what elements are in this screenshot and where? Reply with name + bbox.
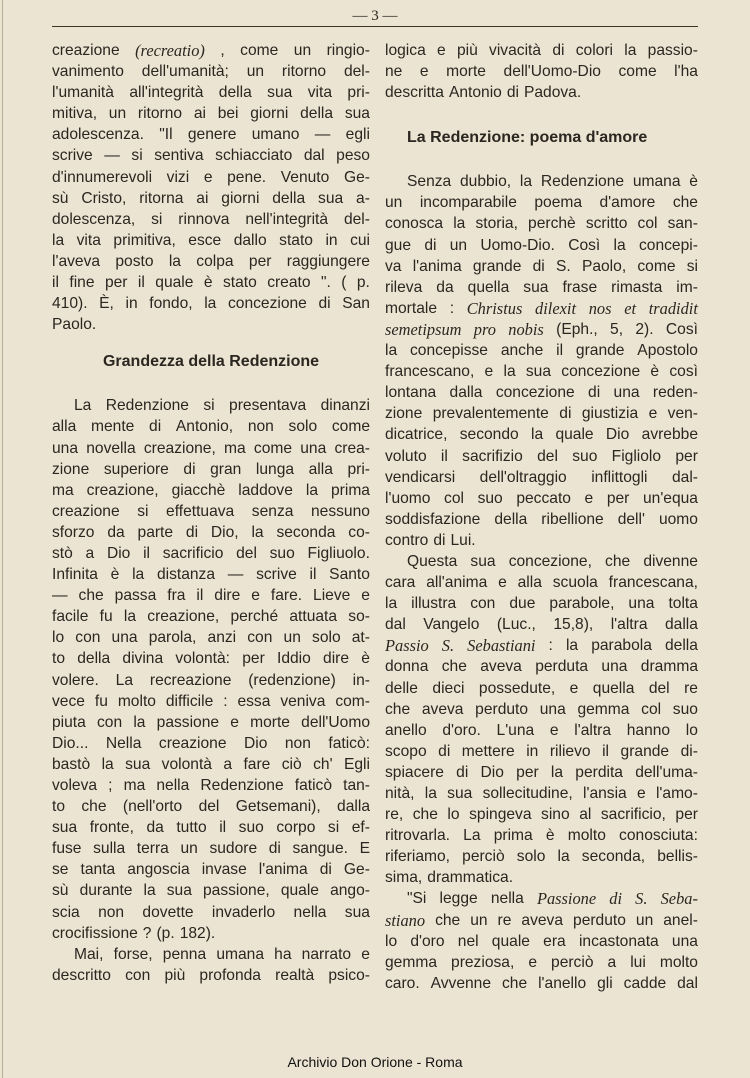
text-line: to della divina volontà: per Iddio dire è (52, 650, 370, 668)
text-line: "Si legge nella Passione di S. Seba- (407, 889, 698, 909)
text-line: il fine per il quale è stato creato ". ( p. (52, 274, 370, 292)
text-line: volere. La recreazione (redenzione) in- (52, 671, 370, 689)
text-line: nità, la sua sollecitudine, l'ansia e l'amo- (385, 785, 698, 802)
text-line: sforzo da parte di Dio, la seconda co- (52, 523, 370, 541)
text-line: anello d'oro. L'una e l'altra hanno lo (385, 721, 698, 739)
text-line: zione superiore di gran lunga alla pri- (52, 460, 370, 478)
text-line: stiano che un re aveva perduto un anel- (385, 910, 698, 930)
text-line: sù durante la sua passione, quale ango- (52, 882, 370, 900)
text-line: Mai, forse, penna umana ha narrato e (74, 945, 370, 963)
text-line: la illustra con due parabole, una tolta (385, 595, 698, 613)
left-paragraph-1 (52, 40, 370, 335)
text-line: sua fronte, da tutto il suo corpo si ef- (52, 819, 370, 837)
text-line: vece fu molto difficile : essa veniva com- (52, 692, 370, 710)
text-line: la vita primitiva, esce dallo stato in cui (52, 231, 370, 249)
text-line: lo d'oro nel quale era incastonata una (385, 932, 698, 950)
text-line: se tanta angoscia invase l'anima di Ge- (52, 861, 370, 879)
right-paragraph-3 (385, 551, 698, 889)
text-line: scia non dovette invaderlo nella sua (52, 903, 370, 921)
text-line: lo con una parola, anzi con un solo at- (52, 629, 370, 647)
text-line: lontana dalla concezione di una reden- (385, 384, 698, 402)
text-line: dolescenza, si rinnova nell'integrità del- (52, 210, 370, 228)
text-line: conosca la storia, perchè scritto col san- (385, 215, 698, 233)
text-line: scrive — si sentiva schiacciato dal peso (52, 147, 370, 165)
text-line: scopo di mettere in rilievo il grande di- (385, 742, 698, 760)
text-line: dal Vangelo (Luc., 15,8), l'altra dalla (385, 616, 698, 634)
text-line: mitiva, un ritorno ai bei giorni della sua (52, 105, 370, 123)
text-line: Infinita è la distanza — scrive il Santo (52, 566, 370, 584)
archive-footer: Archivio Don Orione - Roma (287, 1054, 463, 1070)
text-line: fuse sulla terra un sudore di sangue. E (52, 840, 370, 858)
text-line: una novella creazione, ma come una crea- (52, 439, 370, 457)
page-header (52, 6, 698, 27)
text-line: semetipsum pro nobis (Eph., 5, 2). Così (385, 319, 698, 339)
text-line: cara all'anima e alla scuola francescana, (385, 574, 698, 592)
text-line: un incomparabile poema d'amore che (385, 194, 698, 212)
text-line: logica e più vivacità di colori la passio- (385, 42, 698, 59)
text-line: descritta Antonio di Padova. (385, 84, 582, 102)
text-line: l'uomo col suo peccato e per un'equa (385, 489, 698, 507)
text-line: l'umanità all'integrità della sua vita pri- (52, 84, 370, 102)
text-line: sima, drammatica. (385, 869, 514, 887)
text-line: voleva ; ma nella Redenzione faticò tan- (52, 777, 370, 794)
text-line: — che passa fra il dire e fare. Lieve e (52, 587, 370, 605)
right-column (385, 40, 698, 994)
text-line: zione prevalentemente di giustizia e ven- (385, 405, 698, 423)
left-paragraph-3 (52, 944, 370, 986)
text-line: spiacere di Dio per la perdita dell'uma- (385, 763, 698, 781)
text-line: ritrovarla. La prima è molto conosciuta: (385, 827, 698, 845)
text-line: d'innumerevoli vizi e pene. Venuto Ge- (52, 168, 370, 186)
text-line: Questa sua concezione, che divenne (407, 552, 698, 570)
text-line: stò a Dio il sacrificio del suo Figliuolo. (52, 544, 370, 562)
text-line: ne e morte dell'Uomo-Dio come l'ha (385, 63, 698, 81)
text-line: 410). È, in fondo, la concezione di San (52, 295, 370, 313)
text-line: caro. Avvenne che l'anello gli cadde dal (385, 974, 698, 992)
page-edge (2, 0, 3, 1078)
text-line: soddisfazione della ribellione dell' uomo (385, 510, 698, 528)
text-line: mortale : Christus dilexit nos et tradidit (385, 298, 698, 318)
text-line: dicatrice, secondo la quale Dio avrebbe (385, 426, 698, 444)
text-line: contro di Lui. (385, 531, 476, 549)
text-line: adolescenza. "Il genere umano — egli (52, 126, 370, 144)
text-line: va l'anima grande di S. Paolo, come si (385, 257, 698, 275)
text-line: gemma preziosa, e perciò a lui molto (385, 953, 698, 971)
left-column (52, 40, 370, 986)
text-line: riferiamo, perciò solo la seconda, bellis- (385, 848, 698, 866)
text-line: rileva da quella sua frase rimasta im- (385, 278, 698, 296)
text-line: voluto il sacrifizio del suo Figliolo per (385, 447, 698, 465)
text-line: Dio... Nella creazione Dio non faticò: (52, 734, 370, 752)
text-line: La Redenzione si presentava dinanzi (74, 397, 370, 415)
text-line: donna che aveva perduta una dramma (385, 658, 698, 676)
left-paragraph-2 (52, 395, 370, 943)
text-line: gue di un Uomo-Dio. Così la concepi- (385, 236, 698, 254)
text-line: ma creazione, giacchè laddove la prima (52, 481, 370, 499)
text-line: creazione si effettuava senza nessuno (52, 502, 370, 520)
text-line: francescano, e la sua concezione è così (385, 363, 698, 381)
text-line: vanimento dell'umanità; un ritorno del- (52, 63, 370, 81)
right-paragraph-1 (385, 40, 698, 103)
right-paragraph-4 (385, 888, 698, 993)
page-number: — 3 — (352, 8, 398, 24)
text-line: vendicarsi dell'oltraggio inflittogli dal- (385, 468, 698, 486)
text-line: facile fu la creazione, perché attuata so- (52, 608, 370, 626)
text-line: l'aveva posto la colpa per raggiungere (52, 252, 370, 270)
text-line: to che (nell'orto del Getsemani), dalla (52, 798, 370, 816)
right-paragraph-2 (385, 171, 698, 551)
section-heading-grandezza: Grandezza della Redenzione (102, 353, 320, 371)
text-line: Senza dubbio, la Redenzione umana è (407, 173, 698, 191)
section-heading-poema: La Redenzione: poema d'amore (407, 129, 648, 147)
text-line: delle dieci possedute, e quella del re (385, 679, 698, 697)
text-line: creazione (recreatio) , come un ringio- (52, 41, 370, 60)
text-line: la concepisse anche il grande Apostolo (385, 342, 698, 360)
text-line: re, che lo spingeva sino al sacrificio, per (385, 806, 698, 824)
text-line: sù Cristo, ritorna ai giorni della sua a- (52, 189, 370, 207)
text-line: bastò la sua volontà a fare ciò ch' Egli (52, 755, 370, 773)
text-line: piuta con la passione e morte dell'Uomo (52, 713, 370, 731)
text-line: alla mente di Antonio, non solo come (52, 418, 370, 436)
text-line: Paolo. (52, 316, 97, 334)
text-line: descritto con più profonda realtà psico- (52, 966, 370, 984)
text-line: Passio S. Sebastiani : la parabola della (385, 636, 698, 656)
text-line: che aveva perduto una gemma col suo (385, 700, 698, 718)
text-line: crocifissione ? (p. 182). (52, 924, 216, 942)
